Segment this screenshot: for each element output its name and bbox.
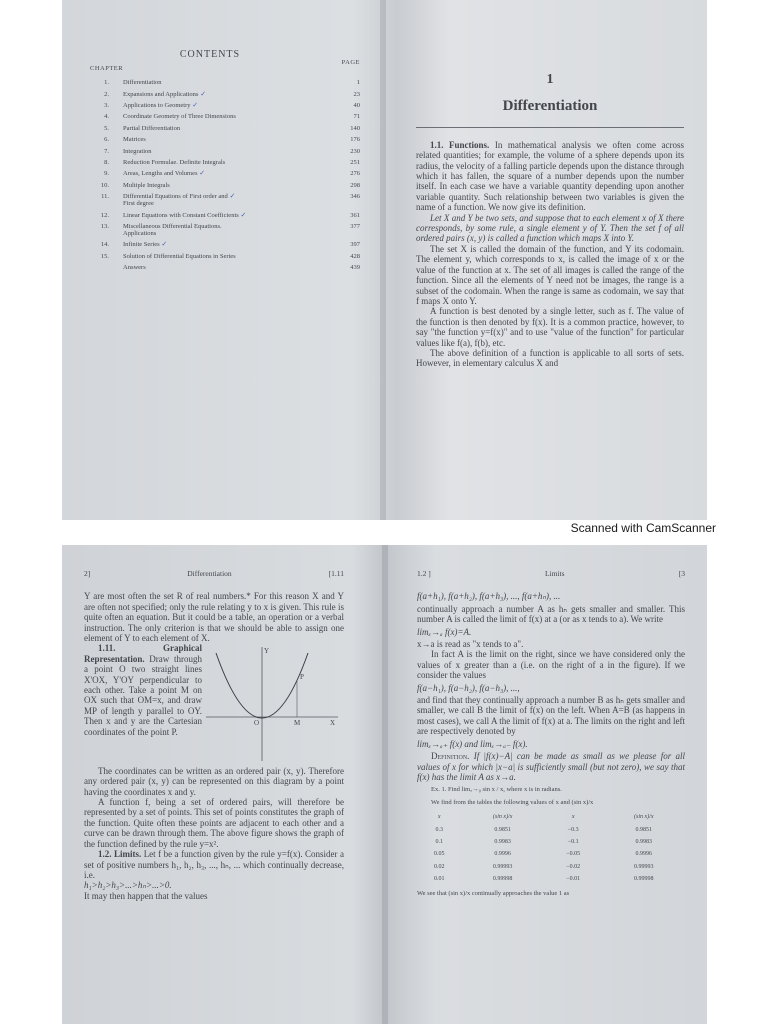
entry-title [123,102,340,109]
inequality-line: h₁>h₂>h₃>...>hₙ>...>0. [84,880,172,891]
sinx-table [417,811,685,885]
entry-title-text: Integration [123,147,152,155]
entry-page: 298 [350,181,360,189]
definition-paragraph: Let X and Y be two sets, and suppose that to each element x of X there corresponds, by some rule, a single element y of Y. Then the set f of all ordered pairs (x, y) is called a function which maps X into Y. [416,212,684,244]
entry-number: 4. [104,113,109,121]
scanner-caption: Scanned with CamScanner [570,521,716,535]
table-cell: 0.9851 [494,826,511,833]
example-label: Ex. 1. [431,786,447,794]
entry-title [123,264,340,271]
entry-title-text: Miscellaneous Differential Equations. [123,222,222,230]
contents-entry [90,253,360,260]
entry-number: 14. [100,241,109,249]
left-sequence: f(a−h₁), f(a−h₂), f(a−h₃), ..., [417,682,520,693]
entry-title-text: Linear Equations with Constant Coefficients [123,211,239,219]
section-label: 1.11. Graphical Representation. [84,643,202,664]
definition-text: If |f(x)−A| can be made as small as we please for all values of x for which |x−a| is sufficiently small (but not zero), we say that f(x) has the limit A as x→a. [417,751,686,782]
entry-number: 8. [104,158,109,166]
book-gutter [380,0,386,520]
parabola-graph [202,643,342,763]
entry-title-continued: Applications [123,229,157,237]
entry-number: 9. [104,170,109,178]
entry-page: 71 [353,113,360,121]
table-cell: 0.9996 [494,851,511,858]
chapter-title: Differentiation [502,98,598,115]
contents-list [90,79,360,271]
table-cell: 0.01 [433,876,445,883]
entry-title [123,91,340,98]
paragraph-text: Draw through a point O two straight lines X'OX, Y'OY perpendicular to each other. Take a point M on OX such that OM=x, and draw MP of length y parallel to OY. Then x and y are the Cartesian coordinates of the point P. [84,653,202,737]
chapter-number: 1 [546,72,554,87]
entry-number: 7. [104,147,109,155]
running-head [417,569,685,579]
section-label: 1.2. Limits. [98,849,142,860]
entry-number: 2. [104,90,109,98]
entry-title-text: Areas, Lengths and Volumes [123,170,198,178]
entry-page: 346 [350,193,360,201]
table-cell: −0.05 [566,851,581,858]
table-cell: −0.3 [567,826,579,833]
limit-equation: limₓ→ₐ f(x)=A. [417,626,472,637]
check-mark-icon: ✓ [198,89,207,98]
chapter-label: CHAPTER [90,65,124,73]
contents-entry [90,136,360,143]
entry-title [123,125,340,132]
entry-title [123,148,340,155]
table-cell: 0.9983 [494,838,511,845]
entry-number [97,264,109,271]
table-cell: 0.9983 [635,838,653,845]
table-cell: 0.99993 [492,863,513,870]
example-text: Find limₓ→₀ sin x / x, where x is in radians. [447,786,562,794]
contents-entry [90,159,360,166]
entry-title-continued: First degree [123,200,154,208]
contents-entry [90,170,360,177]
section-ref: 1.2 ] [417,569,431,578]
contents-entry [90,125,360,132]
contents-entry [90,91,360,98]
entry-number: 3. [104,101,109,109]
entry-number: 13. [100,222,109,230]
table-cell: 0.99998 [634,876,654,883]
contents-entry [90,79,360,86]
scan-bottom-spread [62,545,707,1024]
graphical-paragraph [84,643,202,737]
definition-paragraph [417,751,685,782]
entry-number: 5. [104,124,109,132]
page-number: [3 [678,569,685,578]
entry-title [123,79,340,86]
contents-entry [90,148,360,155]
entry-title [123,193,340,207]
paragraph-text: In mathematical analysis we often come across related quantities; for example, the volume of a sphere depends upon its radius, the velocity of a falling particle depends upon the distance through which it has fallen, the square of a number depends upon the number itself. In each case we have a variable quantity depending upon another variable quantity. Such relationship between two variables is given the name of a function. We now give its definition. [416,139,685,213]
contents-entry [90,241,360,248]
entry-title-text: Reduction Formulae. Definite Integrals [123,158,226,166]
table-row [417,861,685,873]
entry-title [123,159,340,166]
entry-page: 276 [350,170,360,178]
entry-page: 140 [350,124,360,132]
table-header-cell: x [571,814,575,821]
entry-title-text: Coordinate Geometry of Three Dimensions [123,113,236,121]
entry-page: 377 [350,222,360,230]
contents-entry [90,264,360,271]
entry-title-text: Partial Differentiation [123,124,181,132]
entry-title-text: Applications to Geometry [123,101,191,109]
real-numbers-paragraph: Y are most often the set R of real numbers.* For this reason X and Y are often not specified; only the rule relating y to x is given. This rule is quite often an equation. But it could be a table, an operation or a verbal instruction. The only criterion is that we should be able to assign one element of Y to each element of X. [84,591,344,644]
entry-title [123,170,340,177]
contents-entry [90,193,360,207]
closing-paragraph: The above definition of a function is applicable to all sorts of sets. However, in elementary calculus X and [416,347,684,369]
entry-title-text: Multiple Integrals [123,181,170,189]
entry-page: 40 [353,101,360,109]
y-axis-label: Y [264,647,270,656]
table-row [417,848,685,860]
entry-page: 428 [350,252,360,260]
book-gutter [382,545,388,1024]
right-limit-paragraph: In fact A is the limit on the right, since we have considered only the values of x greater than a (i.e. on the right of a in the figure). If we consider the values [417,649,685,681]
entry-page: 361 [350,211,360,219]
entry-title [123,136,340,143]
contents-entry [90,182,360,189]
entry-number: 15. [100,252,109,260]
section-label: 1.1. Functions. [430,139,490,150]
definition-label: Definition. [431,751,470,762]
contents-entry [90,102,360,109]
table-cell: −0.1 [567,838,579,845]
check-mark-icon: ✓ [238,210,247,219]
entry-title-text: Differential Equations of First order and [123,193,228,201]
table-cell: 0.9996 [635,851,653,858]
table-header-cell: (sin x)/x [634,814,654,821]
table-intro: We find from the tables the following values of x and (sin x)/x [431,798,594,806]
one-sided-limits: limₓ→ₐ₊ f(x) and limₓ→ₐ₋ f(x). [417,738,528,749]
table-cell: 0.99998 [492,876,513,883]
entry-page: 1 [356,79,360,87]
page-2 [84,569,344,901]
entry-page: 397 [350,241,360,249]
entry-title [123,212,340,219]
entry-title [123,113,340,120]
table-header-cell: x [437,814,441,821]
entry-number: 10. [100,181,109,189]
tends-line: x→a is read as "x tends to a". [417,639,524,650]
limit-paragraph: continually approach a number A as hₙ gets smaller and smaller. This number A is called the limit of f(x) at a (or as x tends to a). We write [417,603,685,625]
last-line: We see that (sin x)/x continually approaches the value 1 as [417,889,570,897]
notation-paragraph: A function is best denoted by a single letter, such as f. The value of the function is then denoted by f(x). It is a common practice, however, to say "the function y=f(x)" and to use "value of the function" for particular values like f(a), f(b), etc. [416,306,684,348]
table-row [417,824,685,836]
running-head [84,569,344,579]
check-mark-icon: ✓ [190,100,199,109]
scan-top-spread [62,0,707,520]
table-cell: 0.05 [433,851,445,858]
table-row [417,873,685,885]
running-title: Limits [544,569,565,578]
entry-title [123,182,340,189]
table-row [417,836,685,848]
entry-title-text: Matrices [123,136,146,144]
table-cell: 0.1 [435,838,443,845]
limits-paragraph [84,849,344,880]
table-header-cell: (sin x)/x [492,814,513,821]
contents-header [90,59,360,74]
entry-number: 1. [104,79,109,87]
check-mark-icon: ✓ [197,169,206,178]
page-label: PAGE [341,59,360,67]
entry-page: 230 [350,147,360,155]
title-rule [416,127,684,128]
contents-title: CONTENTS [179,49,241,60]
point-p-label: P [300,673,304,682]
graph-block [84,643,344,765]
entry-title-text: Expansions and Applications [123,90,199,98]
check-mark-icon: ✓ [159,240,168,249]
ordered-pair-paragraph: The coordinates can be written as an ordered pair (x, y). Therefore any ordered pair (x, y) can be represented on this diagram by a point having the coordinates x and y. [84,765,344,797]
entry-title-text: Infinite Series [123,241,160,249]
left-limit-paragraph: and find that they continually approach a number B as hₙ gets smaller and smaller, we call B the limit of f(x) on the left. When A=B (as happens in most cases), we call A the limit of f(x) at a. The limits on the right and left are respectively denoted by [417,695,685,737]
example-line [417,785,685,795]
contents-page [90,50,360,271]
section-1-1-paragraph [416,140,684,213]
table-cell: 0.99993 [634,863,654,870]
paragraph-text: Let f be a function given by the rule y=f(x). Consider a set of positive numbers h₁, h₂, h₃, ..., hₙ, ... which continually decrease, i.e. [84,849,345,880]
entry-title-text: Answers [123,264,146,272]
page-number: 2] [84,569,91,578]
right-sequence: f(a+h₁), f(a+h₂), f(a+h₃), ..., f(a+hₙ), ... [417,591,561,602]
point-m-label: M [294,719,301,728]
entry-number: 6. [104,136,109,144]
running-title: Differentiation [187,569,232,578]
entry-title-text: Solution of Differential Equations in Series [123,252,236,260]
values-line: It may then happen that the values [84,890,208,901]
entry-page: 439 [350,264,360,272]
table-cell: 0.9851 [635,826,653,833]
check-mark-icon: ✓ [227,192,236,201]
entry-page: 23 [353,90,360,98]
entry-number: 11. [101,193,109,201]
entry-title [123,253,340,260]
graph-paragraph: A function f, being a set of ordered pairs, will therefore be represented by a set of points. This set of points constitutes the graph of the function. Quite often these points are adjacent to each other and a curve can be drawn through them. The above figure shows the graph of the function defined by the rule y=x². [84,797,344,849]
entry-title [123,223,340,237]
table-cell: 0.02 [433,863,445,870]
origin-label: O [254,719,260,728]
table-cell: −0.02 [566,863,581,870]
entry-title [123,241,340,248]
entry-number: 12. [100,211,109,219]
contents-entry [90,223,360,237]
contents-entry [90,212,360,219]
domain-paragraph: The set X is called the domain of the function, and Y its codomain. The element y, which corresponds to x, is called the image of x or the value of the function at x. The set of all images is called the range of the function. Since all the elements of Y need not be images, the range is a subset of the codomain. When the range is same as codomain, we say that f maps X onto Y. [416,243,684,306]
section-ref: [1.11 [328,569,344,578]
contents-entry [90,113,360,120]
entry-title-text: Differentiation [123,79,162,87]
table-cell: 0.3 [435,826,443,833]
entry-page: 251 [350,158,360,166]
chapter-page [416,72,685,369]
table-cell: −0.01 [566,876,581,883]
page-3 [417,569,685,899]
x-axis-label: X [330,719,336,728]
entry-page: 176 [350,136,360,144]
